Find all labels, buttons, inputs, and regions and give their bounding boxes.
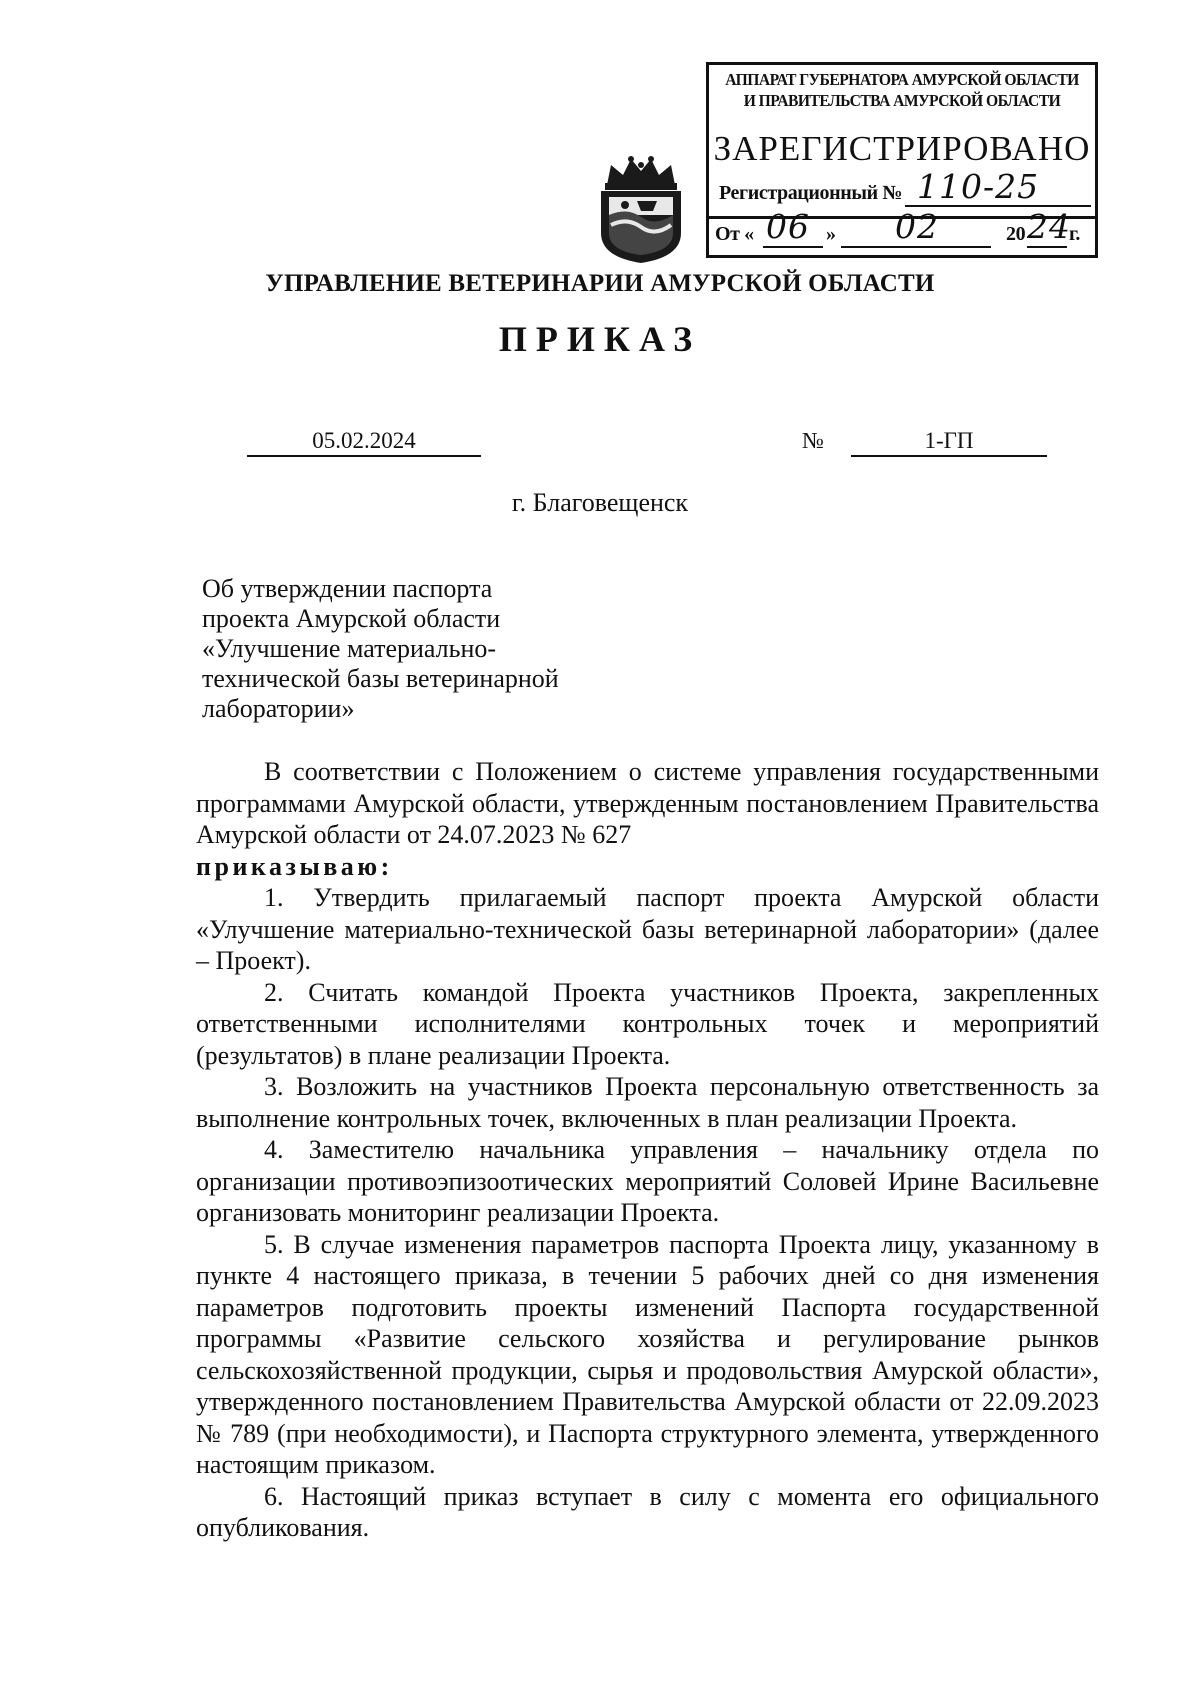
amur-oblast-coat-of-arms-icon xyxy=(597,155,685,265)
stamp-date-row xyxy=(709,207,1095,255)
preamble-paragraph: В соответствии с Положением о системе управления государственными программами Амурской области, утвержденным постановлением Правительства Амурской области от 24.07.2023 № 627 xyxy=(196,757,1099,849)
city: г. Благовещенск xyxy=(511,488,689,517)
stamp-day-underline xyxy=(763,246,823,248)
stamp-year-suffix: 24 xyxy=(1027,207,1071,246)
order-item-4: 4. Заместителю начальника управления – начальнику отдела по организации противоэпизоотических мероприятий Соловей Ирине Васильевне организовать мониторинг реализации Проекта. xyxy=(196,1135,1099,1227)
subject-line: проекта Амурской области xyxy=(202,604,501,633)
order-body xyxy=(196,756,1099,1544)
stamp-quote-close: » xyxy=(826,223,836,245)
orders-word: приказываю: xyxy=(196,851,393,881)
stamp-reg-label: Регистрационный № xyxy=(719,182,903,204)
stamp-title: ЗАРЕГИСТРИРОВАНО xyxy=(713,129,1091,168)
order-item-2: 2. Считать командой Проекта участников Проекта, закрепленных ответственными исполнителями контрольных точек и мероприятий (результатов) в плане реализации Проекта. xyxy=(196,977,1099,1070)
order-item-1: 1. Утвердить прилагаемый паспорт проекта Амурской области «Улучшение материально-технической базы ветеринарной лаборатории» (далее – Проект). xyxy=(196,883,1099,975)
order-number: 1-ГП xyxy=(924,428,974,453)
order-date: 05.02.2024 xyxy=(312,428,416,453)
stamp-org-line2: И ПРАВИТЕЛЬСТВА АМУРСКОЙ ОБЛАСТИ xyxy=(743,91,1061,110)
document-type-title: ПРИКАЗ xyxy=(498,319,702,359)
stamp-from-label: От « xyxy=(715,223,754,245)
order-item-5: 5. В случае изменения параметров паспорта Проекта лицу, указанному в пункте 4 настоящего приказа, в течении 5 рабочих дней со дня изменения параметров подготовить проекты изменений Паспорта государственной программы «Развитие сельского хозяйства и регулирование рынков сельскохозяйственной продукции, сырья и продовольствия Амурской области», утвержденного постановлением Правительства Амурской области от 22.09.2023 № 789 (при необходимости), и Паспорта структурного элемента, утвержденного настоящим приказом. xyxy=(196,1229,1099,1479)
stamp-year-prefix: 20 xyxy=(1006,223,1026,245)
stamp-month: 02 xyxy=(895,207,939,246)
order-item-6: 6. Настоящий приказ вступает в силу с момента его официального опубликования. xyxy=(196,1481,1099,1542)
subject-line: технической базы ветеринарной xyxy=(202,664,559,693)
stamp-day: 06 xyxy=(766,207,810,246)
stamp-month-underline xyxy=(841,246,991,248)
subject-line: лаборатории» xyxy=(202,694,355,723)
number-sign: № xyxy=(802,428,824,453)
order-number-underline xyxy=(851,455,1047,457)
stamp-reg-number: 110-25 xyxy=(917,167,1040,206)
order-item-3: 3. Возложить на участников Проекта персональную ответственность за выполнение контрольных точек, включенных в план реализации Проекта. xyxy=(196,1072,1099,1133)
stamp-org-line1: АППАРАТ ГУБЕРНАТОРА АМУРСКОЙ ОБЛАСТИ xyxy=(725,70,1079,89)
stamp-organization xyxy=(724,69,1079,111)
registration-stamp xyxy=(706,62,1098,258)
order-date-underline xyxy=(247,455,481,457)
order-subject xyxy=(202,574,622,724)
organization-name: УПРАВЛЕНИЕ ВЕТЕРИНАРИИ АМУРСКОЙ ОБЛАСТИ xyxy=(265,270,935,297)
stamp-year-underline xyxy=(1027,246,1067,248)
subject-line: Об утверждении паспорта xyxy=(202,574,493,603)
stamp-year-mark: г. xyxy=(1069,223,1081,245)
subject-line: «Улучшение материально- xyxy=(202,634,497,663)
